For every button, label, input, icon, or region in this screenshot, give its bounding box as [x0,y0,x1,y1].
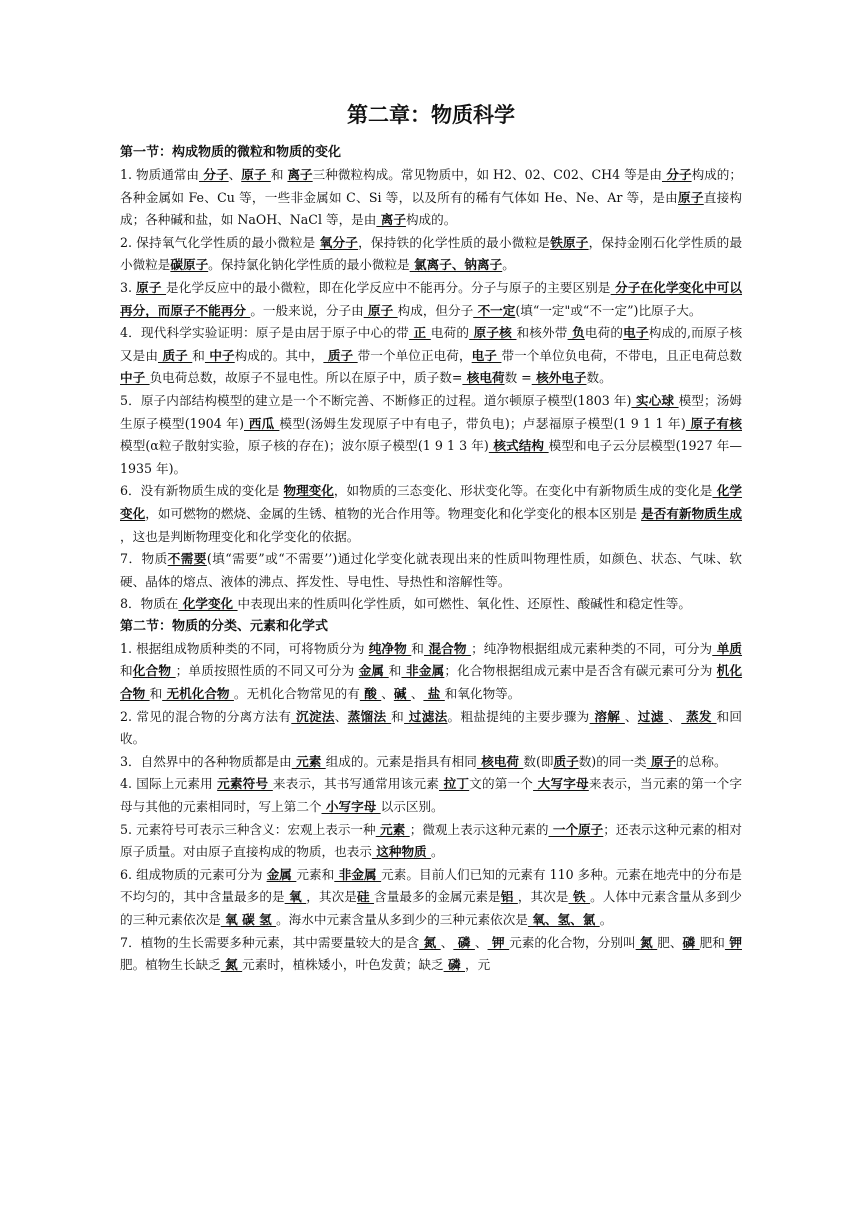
answer-blank: 化合物 [132,663,176,679]
text-run: 肥、 [657,934,683,950]
text-run: ；单质按照性质的不同又可分为 [175,663,359,679]
answer-blank: 电子 [623,325,649,341]
text-run: 、 [410,686,424,702]
paragraph [120,164,742,232]
answer-blank: 氮 [635,934,658,950]
text-run: 数 = [504,370,532,386]
answer-blank: 过滤 [637,708,669,724]
text-run: 含量最多的金属元素是 [374,889,501,905]
answer-blank: 大写字母 [533,776,589,792]
text-run: 的总称。 [676,753,727,769]
text-run: 4．现代科学实验证明：原子是由居于原子中心的带 [120,325,409,341]
text-run: (填“一定"或“不一定”)比原子大。 [515,302,702,318]
text-run: 、 [440,934,454,950]
answer-blank: 一个原子 [548,821,604,837]
text-run: 构成的。 [405,212,457,228]
answer-blank: 物理变化 [283,483,334,499]
answer-blank: 氧、氢、氯 [527,912,600,927]
text-run: 数。 [586,370,612,386]
answer-blank: 铁原子 [550,234,589,250]
text-run: ，保持金刚石化学性质的最小微粒是 [120,234,743,273]
text-run: 元素时，植株矮小，叶色发黄；缺乏 [242,957,444,973]
text-run: ；化合物根据组成元素中是否含有碳元素可分为 [444,663,717,679]
answer-blank: 西瓜 [243,415,280,431]
answer-blank: 元素 [375,821,410,837]
answer-blank: 原子 [678,189,704,205]
paragraph [120,706,742,751]
text-run: 和 [149,686,163,702]
text-run: 。粗盐提纯的主要步骤为 [447,708,590,724]
section-heading: 第二节：物质的分类、元素和化学式 [120,618,329,634]
answer-blank: 核外电子 [531,370,587,386]
answer-blank: 分子 [199,167,229,182]
text-run: 、 [381,686,394,702]
text-run: 是化学反应中的最小微粒，即在化学反应中不能再分。分子与原子的主要区别是 [166,279,611,295]
text-run: 肥。植物生长缺乏 [120,957,221,973]
paragraph [120,751,742,774]
paragraph [120,548,742,593]
text-run: 带一个单位负电荷，不带电，且正电荷总数 [501,347,743,363]
text-run: 。保持氯化钠化学性质的最小微粒是 [208,257,410,273]
answer-blank: 是否有新物质生成 [641,505,743,521]
answer-blank: 分子在化学变化中可以再分，而原子不能再分 [120,279,743,318]
text-run: 电荷的 [430,325,470,341]
paragraph [120,638,742,706]
text-run: ，这也是判断物理变化和化学变化的依据。 [120,528,360,544]
text-run: 、 [668,708,682,724]
text-run: 和 [120,663,133,679]
answer-blank: 盐 [423,686,445,702]
text-run: 构成的；各种金属如 Fe、Cu 等，一些非金属如 C、Si 等，以及所有的稀有气体如 He、Ne、Ar 等，是由 [120,167,742,205]
answer-blank: 沉淀法 [291,708,335,724]
text-run: 来表示，其书写通常用该元素 [272,776,440,792]
answer-blank: 原子有核 [685,415,742,431]
text-run: 元素。目前人们已知的元素有 110 多种。元素在地壳中的分布是不均匀的，其中含量最多的是 [120,866,743,905]
text-run: 模型(汤姆生发现原子中有电子，带负电)；卢瑟福原子模型(1 9 1 1 年) [279,415,686,431]
answer-blank: 不一定 [473,302,516,318]
answer-blank: 元素符号 [217,776,273,792]
answer-blank: 钾 [487,934,510,950]
answer-blank: 元素 [291,753,326,769]
answer-blank: 酸 [359,686,382,702]
text-run: 、 [624,708,638,724]
answer-blank: 小写字母 [321,799,381,815]
answer-blank: 不需要 [167,551,207,567]
text-run: 直接构成；各种碱和盐，如 NaOH、NaCl 等，是由 [120,189,743,228]
answer-blank: 化学变化 [178,596,238,612]
paragraph [120,932,742,977]
text-run: 3. [120,279,137,295]
text-run: ，如可燃物的燃烧、金属的生锈、植物的光合作用等。物理变化和化学变化的根本区别是 [145,505,642,521]
text-run: 元素的化合物，分别叫 [509,934,636,950]
text-run: 。海水中元素含量从多到少的三种元素依次是 [276,912,528,927]
answer-blank: 金属 [266,866,297,882]
section-heading: 第一节：构成物质的微粒和物质的变化 [120,145,342,160]
answer-blank: 中子 [204,347,235,363]
answer-blank: 钾 [724,934,742,950]
text-run: 中表现出来的性质叫化学性质，如可燃性、氧化性、还原性、酸碱性和稳定性等。 [237,596,691,612]
text-run: 模型(α粒子散射实验，原子核的存在)；波尔原子模型(1 9 1 3 年) [120,438,489,454]
text-run: 7．物质 [120,551,168,567]
text-run: 和 [192,347,205,363]
answer-blank: 氧 [284,889,307,905]
answer-blank: 原子 [363,302,398,318]
text-run: ；还表示这种元素的相对原子质量。对由原子直接构成的物质，也表示 [120,821,743,860]
text-run: 构成的,而原子核又是由 [120,325,743,363]
answer-blank: 负 [567,325,585,341]
paragraph [120,773,742,818]
answer-blank: 铝 [500,889,518,905]
answer-blank: 氯离子、钠离子 [409,257,503,273]
answer-blank: 混合物 [424,640,472,656]
answer-blank: 纯净物 [368,640,412,656]
text-run: 和 [270,167,288,182]
answer-blank: 电子 [471,347,502,363]
document-page [120,100,742,977]
answer-blank: 正 [408,325,431,341]
text-run: 和 [411,640,424,656]
text-run: 6．没有新物质生成的变化是 [120,483,284,499]
answer-blank: 氮 [419,934,441,950]
answer-blank: 磷 [443,957,465,973]
text-run: 负电荷总数，故原子不显电性。所以在原子中，质子数= [149,370,463,386]
paragraph [120,864,742,932]
answer-blank: 核式结构 [488,438,549,454]
answer-blank: 原子核 [469,325,517,341]
answer-blank: 原子 [136,279,167,295]
answer-blank: 蒸发 [681,708,717,724]
answer-blank: 氧分子 [319,234,359,250]
text-run: 。无机化合物常见的有 [233,686,360,702]
text-run: 、 [228,167,242,182]
text-run: (填“需要”或“不需要’’)通过化学变化就表现出来的性质叫物理性质，如颜色、状态、气味、软硬、晶体的熔点、液体的沸点、挥发性、导电性、导热性和溶解性等。 [120,551,742,589]
paragraph [120,593,742,616]
answer-blank: 中子 [120,370,150,386]
answer-blank: 无机化合物 [162,686,234,702]
paragraph [120,232,742,277]
answer-blank: 质子 [158,347,193,363]
text-run: 。 [502,257,515,273]
text-run: 、 [334,708,348,724]
answer-blank: 单质 [712,640,743,656]
answer-blank: 拉丁 [439,776,470,792]
answer-blank: 核电荷 [462,370,505,386]
text-run: 文的第一个 [469,776,534,792]
text-run: 。人体中元素含量从多到少的三种元素依次是 [120,889,743,927]
text-run: 以示区别。 [380,799,444,815]
text-run: ；微观上表示这种元素的 [409,821,549,837]
answer-blank: 铁 [568,889,591,905]
text-run: 7．植物的生长需要多种元素，其中需要量较大的是含 [120,934,420,950]
text-run: 数(即 [523,753,554,769]
text-run: 构成的。其中， [234,347,324,363]
answer-blank: 这种物质 [371,844,432,860]
answer-blank: 质子 [553,753,579,769]
text-run: 构成，但分子 [397,302,474,318]
text-run: 模型和电子云分层模型(1927 年—1935 年)。 [120,438,742,476]
answer-blank: 离子 [287,167,313,182]
answer-blank: 氧 碳 氢 [220,912,277,927]
text-run: ，如物质的三态变化、形状变化等。在变化中有新物质生成的变化是 [333,483,713,499]
answer-blank: 机化合物 [120,663,743,702]
paragraph [120,819,742,864]
answer-blank: 碱 [393,686,411,702]
answer-blank: 硅 [356,889,375,905]
text-run: 和 [391,708,405,724]
answer-blank: 化学变化 [120,483,743,521]
text-run: 肥和 [699,934,725,950]
answer-blank: 实心球 [631,392,679,408]
text-run: 。一般来说，分子由 [250,302,364,318]
answer-blank: 质子 [323,347,358,363]
text-run: 和 [388,663,402,679]
answer-blank: 分子 [662,167,692,182]
text-run: 。 [431,844,444,860]
answer-blank: 原子 [646,753,677,769]
text-run: 2. 保持氧气化学性质的最小微粒是 [120,234,320,250]
text-run: ，保持铁的化学性质的最小微粒是 [358,234,551,250]
text-run: 元素和 [296,866,335,882]
document-content [120,142,742,977]
answer-blank: 溶解 [589,708,625,724]
text-run: 和核外带 [516,325,568,341]
text-run: 6. 组成物质的元素可分为 [120,866,267,882]
text-run: 1. 物质通常由 [120,167,200,182]
text-run: 、 [474,934,488,950]
answer-blank: 原子 [241,167,271,182]
text-run: ；纯净物根据组成元素种类的不同，可分为 [471,640,713,656]
answer-blank: 磷 [453,934,475,950]
text-run: 4. 国际上元素用 [120,776,218,792]
answer-blank: 过滤法 [404,708,448,724]
text-run: 8．物质在 [120,596,179,612]
answer-blank: 非金属 [401,663,445,679]
answer-blank: 非金属 [334,866,382,882]
paragraph [120,277,742,322]
text-run: 电荷的 [584,325,624,341]
text-run: 5．原子内部结构模型的建立是一个不断完善、不断修正的过程。道尔顿原子模型(1803 年) [120,392,632,408]
text-run: ，元 [465,957,491,973]
text-run: 数)的同一类 [578,753,647,769]
text-run: 3．自然界中的各种物质都是由 [120,753,292,769]
text-run: 。 [599,912,613,927]
page-title: 第二章：物质科学 [347,103,515,127]
text-run: 和氧化物等。 [444,686,521,702]
answer-blank: 离子 [376,212,406,228]
answer-blank: 磷 [682,934,700,950]
text-run: 和回收。 [120,708,743,747]
text-run: ，其次是 [306,889,357,905]
paragraph [120,390,742,480]
answer-blank: 碳原子 [170,257,209,273]
text-run: ，其次是 [517,889,569,905]
text-run: 1. 根据组成物质种类的不同，可将物质分为 [120,640,369,656]
answer-blank: 蒸馏法 [347,708,392,724]
text-run: 来表示，当元素的第一个字母与其他的元素相同时，写上第二个 [120,776,743,815]
text-run: 三种微粒构成。常见物质中，如 H2、02、C02、CH4 等是由 [312,167,662,182]
paragraph [120,480,742,548]
answer-blank: 氮 [220,957,243,973]
text-run: 组成的。元素是指具有相同 [325,753,477,769]
answer-blank: 金属 [358,663,389,679]
paragraph [120,322,742,390]
answer-blank: 核电荷 [476,753,524,769]
text-run: 2. 常见的混合物的分离方法有 [120,708,292,724]
text-run: 模型；汤姆生原子模型(1904 年) [120,392,742,431]
text-run: 5. 元素符号可表示三种含义：宏观上表示一种 [120,821,376,837]
text-run: 带一个单位正电荷， [357,347,472,363]
